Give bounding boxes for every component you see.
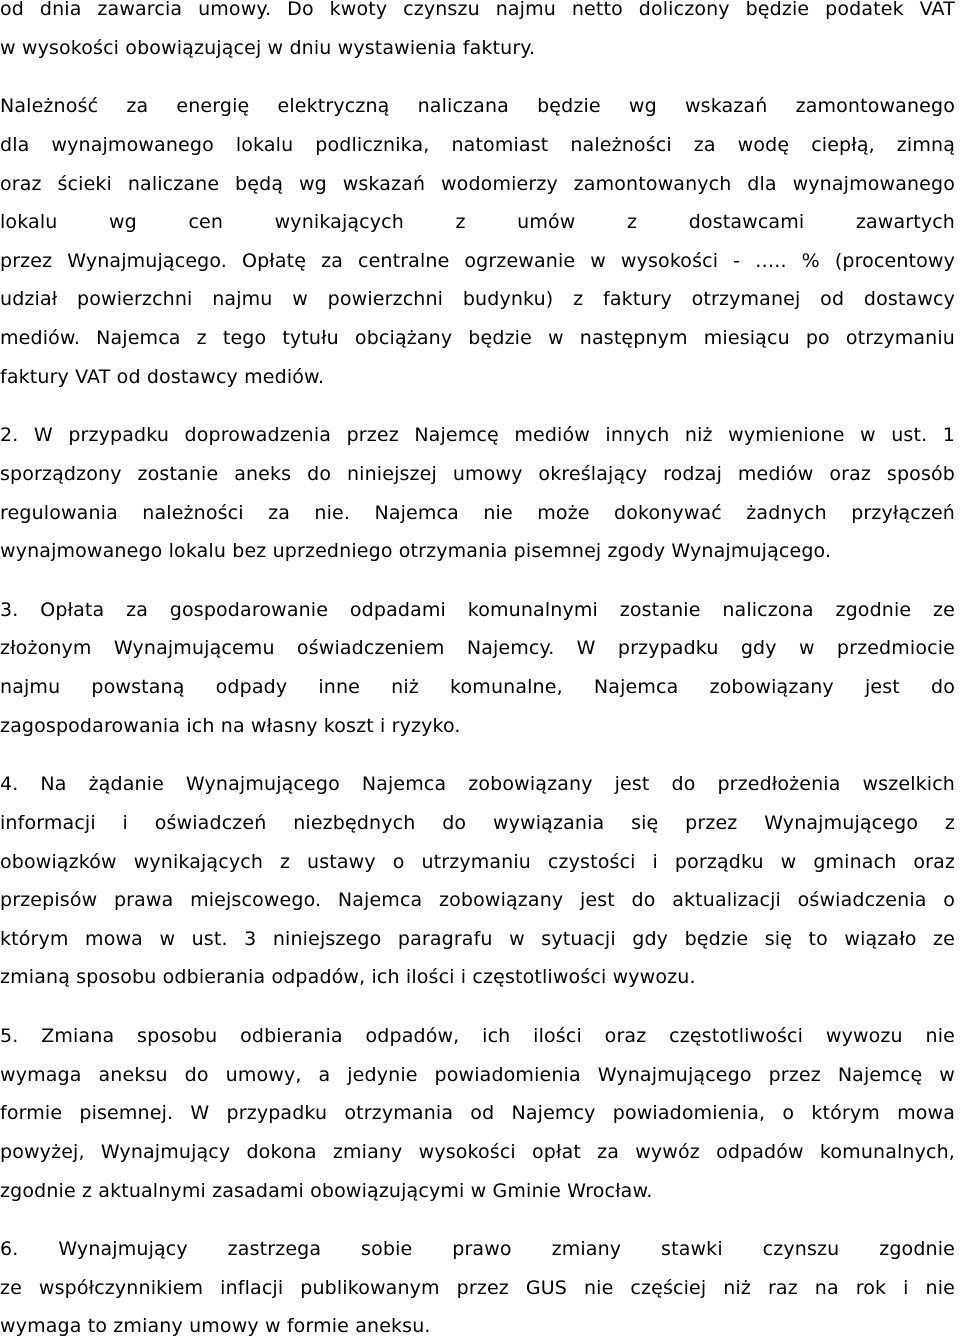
text-line: dla wynajmowanego lokalu podlicznika, natomiast należności za wodę ciepłą, zimną [0, 134, 955, 156]
text-line: obowiązków wynikających z ustawy o utrzymaniu czystości i porządku w gminach oraz [0, 851, 955, 873]
text-line: informacji i oświadczeń niezbędnych do wywiązania się przez Wynajmującego z [0, 812, 955, 834]
text-line: najmu powstaną odpady inne niż komunalne, Najemca zobowiązany jest do [0, 676, 955, 698]
text-line: 5. Zmiana sposobu odbierania odpadów, ich ilości oraz częstotliwości wywozu nie [0, 1025, 955, 1047]
text-line: od dnia zawarcia umowy. Do kwoty czynszu najmu netto doliczony będzie podatek VAT [0, 0, 955, 20]
text-line: regulowania należności za nie. Najemca nie może dokonywać żadnych przyłączeń [0, 502, 955, 524]
text-line: Należność za energię elektryczną naliczana będzie wg wskazań zamontowanego [0, 95, 955, 117]
text-line: wymaga to zmiany umowy w formie aneksu. [0, 1315, 431, 1337]
text-line: lokalu wg cen wynikających z umów z dostawcami zawartych [0, 211, 955, 233]
text-line: sporządzony zostanie aneks do niniejszej umowy określający rodzaj mediów oraz sposób [0, 463, 955, 485]
text-line: ze współczynnikiem inflacji publikowanym przez GUS nie częściej niż raz na rok i nie [0, 1277, 955, 1299]
text-line: zagospodarowania ich na własny koszt i ryzyko. [0, 715, 461, 737]
text-line: przepisów prawa miejscowego. Najemca zobowiązany jest do aktualizacji oświadczenia o [0, 889, 955, 911]
text-line: oraz ścieki naliczane będą wg wskazań wodomierzy zamontowanych dla wynajmowanego [0, 173, 955, 195]
text-line: 2. W przypadku doprowadzenia przez Najemcę mediów innych niż wymienione w ust. 1 [0, 424, 955, 446]
text-line: w wysokości obowiązującej w dniu wystawienia faktury. [0, 37, 536, 59]
text-line: wynajmowanego lokalu bez uprzedniego otrzymania pisemnej zgody Wynajmującego. [0, 540, 832, 562]
text-line: zmianą sposobu odbierania odpadów, ich ilości i częstotliwości wywozu. [0, 966, 696, 988]
text-line: formie pisemnej. W przypadku otrzymania od Najemcy powiadomienia, o którym mowa [0, 1102, 955, 1124]
text-line: 6. Wynajmujący zastrzega sobie prawo zmiany stawki czynszu zgodnie [0, 1238, 955, 1260]
text-line: zgodnie z aktualnymi zasadami obowiązującymi w Gminie Wrocław. [0, 1180, 653, 1202]
text-line: wymaga aneksu do umowy, a jedynie powiadomienia Wynajmującego przez Najemcę w [0, 1064, 955, 1086]
text-line: mediów. Najemca z tego tytułu obciążany będzie w następnym miesiącu po otrzymaniu [0, 327, 955, 349]
text-line: udział powierzchni najmu w powierzchni budynku) z faktury otrzymanej od dostawcy [0, 288, 955, 310]
text-line: 3. Opłata za gospodarowanie odpadami komunalnymi zostanie naliczona zgodnie ze [0, 599, 955, 621]
text-line: przez Wynajmującego. Opłatę za centralne ogrzewanie w wysokości - ….. % (procentowy [0, 250, 955, 272]
text-line: złożonym Wynajmującemu oświadczeniem Najemcy. W przypadku gdy w przedmiocie [0, 637, 955, 659]
text-line: powyżej, Wynajmujący dokona zmiany wysokości opłat za wywóz odpadów komunalnych, [0, 1141, 955, 1163]
text-line: 4. Na żądanie Wynajmującego Najemca zobowiązany jest do przedłożenia wszelkich [0, 773, 955, 795]
text-line: faktury VAT od dostawcy mediów. [0, 366, 325, 388]
text-line: którym mowa w ust. 3 niniejszego paragrafu w sytuacji gdy będzie się to wiązało ze [0, 928, 955, 950]
